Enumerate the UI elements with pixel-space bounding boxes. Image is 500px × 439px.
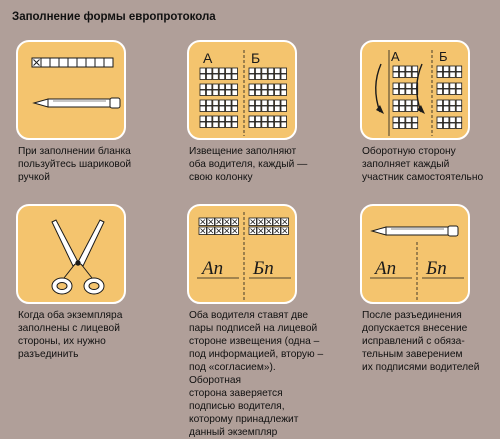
form-box xyxy=(213,84,219,90)
form-box xyxy=(68,58,77,67)
form-box xyxy=(213,122,219,128)
form-box xyxy=(443,106,449,112)
form-box xyxy=(268,84,274,90)
form-box xyxy=(262,116,268,122)
form-box xyxy=(450,117,456,123)
form-box xyxy=(456,117,462,123)
form-box xyxy=(456,123,462,129)
form-box xyxy=(406,72,412,78)
form-box xyxy=(206,116,212,122)
form-box xyxy=(406,66,412,72)
form-box xyxy=(406,83,412,89)
form-box xyxy=(86,58,95,67)
caption-columns: Извещение заполняют оба водителя, каждый — свою колонку xyxy=(189,146,308,183)
caption-pen: При заполнении бланка пользуйтесь шариковой ручкой xyxy=(18,146,132,183)
caption-back-side: Оборотную сторону заполняет каждый участник самостоятельно xyxy=(362,146,484,183)
form-box xyxy=(200,116,206,122)
form-box xyxy=(255,84,261,90)
form-box xyxy=(77,58,86,67)
form-box xyxy=(406,89,412,95)
form-box xyxy=(232,100,238,106)
form-box xyxy=(268,106,274,112)
form-box xyxy=(450,123,456,129)
back-side-illustration xyxy=(362,42,470,140)
form-box xyxy=(393,89,399,95)
form-box xyxy=(281,122,287,128)
form-box xyxy=(399,123,405,129)
form-box xyxy=(219,68,225,74)
form-box xyxy=(456,83,462,89)
form-box xyxy=(437,66,443,72)
form-box xyxy=(450,72,456,78)
signature-b: Бп xyxy=(426,258,447,279)
form-box xyxy=(399,106,405,112)
form-box xyxy=(268,68,274,74)
form-box xyxy=(268,90,274,96)
form-box xyxy=(213,106,219,112)
form-box xyxy=(262,122,268,128)
form-box xyxy=(281,116,287,122)
form-box xyxy=(50,58,59,67)
form-box xyxy=(275,116,281,122)
form-box xyxy=(443,123,449,129)
form-box xyxy=(219,122,225,128)
form-box xyxy=(275,122,281,128)
form-box xyxy=(255,68,261,74)
checkbox-row xyxy=(32,58,113,67)
page-title: Заполнение формы европротокола xyxy=(12,11,216,23)
form-box xyxy=(443,66,449,72)
form-box xyxy=(393,83,399,89)
form-box xyxy=(399,66,405,72)
form-box xyxy=(412,72,418,78)
form-box xyxy=(213,74,219,80)
form-box xyxy=(226,122,232,128)
form-box xyxy=(437,106,443,112)
form-box xyxy=(275,68,281,74)
card-back-side xyxy=(360,40,470,140)
form-box xyxy=(399,89,405,95)
form-box xyxy=(450,83,456,89)
form-box xyxy=(437,123,443,129)
card-pen xyxy=(16,40,126,140)
form-box xyxy=(262,84,268,90)
form-box xyxy=(281,84,287,90)
form-box xyxy=(206,100,212,106)
form-box xyxy=(255,106,261,112)
form-box xyxy=(232,84,238,90)
form-box xyxy=(268,116,274,122)
form-columns-illustration xyxy=(189,42,297,140)
form-box xyxy=(219,84,225,90)
form-box xyxy=(412,100,418,106)
form-box xyxy=(255,122,261,128)
card-corrections xyxy=(360,204,470,304)
form-box xyxy=(206,84,212,90)
caption-signatures: Оба водителя ставят две пары подписей на лицевой стороне извещения (одна – под информацией, вторую – под «согласием»). Оборотная сторона заверяется подписью водителя, которому принадлежит данный экземпляр xyxy=(189,310,324,438)
signature-b: Бп xyxy=(253,258,274,279)
form-box xyxy=(450,89,456,95)
form-box xyxy=(281,100,287,106)
form-box xyxy=(268,74,274,80)
form-box xyxy=(213,100,219,106)
form-box xyxy=(443,83,449,89)
form-box xyxy=(226,100,232,106)
form-box xyxy=(412,66,418,72)
form-box xyxy=(213,68,219,74)
form-box xyxy=(200,68,206,74)
form-box xyxy=(95,58,104,67)
pen-icon xyxy=(372,226,458,236)
form-box xyxy=(249,116,255,122)
form-box xyxy=(232,116,238,122)
form-box xyxy=(443,100,449,106)
card-columns xyxy=(187,40,297,140)
form-box xyxy=(249,100,255,106)
form-box xyxy=(200,100,206,106)
form-box xyxy=(226,74,232,80)
form-box xyxy=(232,74,238,80)
form-box xyxy=(219,106,225,112)
caption-corrections: После разъединения допускается внесение исправлений с обяза- тельным заверением их подписями водителей xyxy=(362,310,480,373)
form-box xyxy=(226,106,232,112)
caption-scissors: Когда оба экземпляра заполнены с лицевой стороны, их нужно разъединить xyxy=(18,310,123,360)
form-box xyxy=(200,74,206,80)
form-box xyxy=(268,122,274,128)
column-a-label: А xyxy=(391,49,400,64)
form-box xyxy=(281,74,287,80)
form-box xyxy=(456,72,462,78)
form-box xyxy=(206,90,212,96)
form-box xyxy=(249,68,255,74)
form-box xyxy=(406,100,412,106)
form-box xyxy=(206,74,212,80)
form-box xyxy=(275,106,281,112)
form-box xyxy=(399,117,405,123)
form-box xyxy=(412,117,418,123)
pen-icon xyxy=(34,98,120,108)
form-box xyxy=(262,106,268,112)
form-box xyxy=(232,90,238,96)
form-box xyxy=(281,90,287,96)
form-box xyxy=(213,90,219,96)
form-box xyxy=(219,116,225,122)
form-grid xyxy=(200,68,287,128)
form-box xyxy=(399,83,405,89)
form-box xyxy=(262,90,268,96)
column-b-label: Б xyxy=(439,49,448,64)
form-box xyxy=(456,106,462,112)
form-box xyxy=(399,100,405,106)
form-box xyxy=(104,58,113,67)
form-box xyxy=(200,90,206,96)
form-box xyxy=(456,89,462,95)
form-box xyxy=(262,100,268,106)
form-box xyxy=(200,84,206,90)
form-box xyxy=(450,100,456,106)
pen-illustration xyxy=(18,42,126,140)
form-box xyxy=(41,58,50,67)
signature-a: Ап xyxy=(375,258,397,279)
form-box xyxy=(437,100,443,106)
form-box xyxy=(399,72,405,78)
form-box xyxy=(393,100,399,106)
form-box xyxy=(249,74,255,80)
form-box xyxy=(412,123,418,129)
form-box xyxy=(406,123,412,129)
form-box xyxy=(206,68,212,74)
form-box xyxy=(437,89,443,95)
form-box xyxy=(450,106,456,112)
form-box xyxy=(59,58,68,67)
form-box xyxy=(450,66,456,72)
column-b-label: Б xyxy=(251,50,261,66)
form-box xyxy=(393,66,399,72)
form-box xyxy=(281,68,287,74)
form-box xyxy=(268,100,274,106)
form-box xyxy=(213,116,219,122)
form-box xyxy=(232,106,238,112)
form-box xyxy=(249,90,255,96)
form-box xyxy=(232,68,238,74)
form-box xyxy=(437,72,443,78)
form-box xyxy=(443,89,449,95)
card-signatures xyxy=(187,204,297,304)
form-box xyxy=(206,122,212,128)
form-box xyxy=(226,116,232,122)
form-box xyxy=(255,116,261,122)
form-box xyxy=(255,74,261,80)
form-box xyxy=(393,123,399,129)
form-box xyxy=(275,74,281,80)
form-box xyxy=(226,90,232,96)
signature-a: Ап xyxy=(202,258,224,279)
form-box xyxy=(219,74,225,80)
form-box xyxy=(456,100,462,106)
form-box xyxy=(437,83,443,89)
form-box xyxy=(281,106,287,112)
form-box xyxy=(255,100,261,106)
form-box xyxy=(249,84,255,90)
form-box xyxy=(406,117,412,123)
form-box xyxy=(206,106,212,112)
form-box xyxy=(232,122,238,128)
form-box xyxy=(275,84,281,90)
column-a-label: А xyxy=(203,50,213,66)
form-box xyxy=(226,84,232,90)
form-box xyxy=(393,106,399,112)
scissors-icon xyxy=(18,206,126,304)
form-box xyxy=(456,66,462,72)
form-box xyxy=(255,90,261,96)
form-box xyxy=(249,122,255,128)
form-box xyxy=(275,100,281,106)
form-box xyxy=(219,100,225,106)
form-box xyxy=(249,106,255,112)
form-grid xyxy=(393,66,462,129)
form-box xyxy=(275,90,281,96)
form-box xyxy=(200,122,206,128)
card-scissors xyxy=(16,204,126,304)
form-box xyxy=(443,117,449,123)
form-box xyxy=(406,106,412,112)
form-box xyxy=(412,106,418,112)
form-box xyxy=(219,90,225,96)
form-box xyxy=(443,72,449,78)
form-box xyxy=(200,106,206,112)
form-box xyxy=(437,117,443,123)
form-box xyxy=(262,68,268,74)
form-box xyxy=(226,68,232,74)
form-box xyxy=(393,117,399,123)
corrections-illustration xyxy=(362,206,470,304)
form-box xyxy=(393,72,399,78)
form-box xyxy=(262,74,268,80)
signatures-illustration xyxy=(189,206,297,304)
